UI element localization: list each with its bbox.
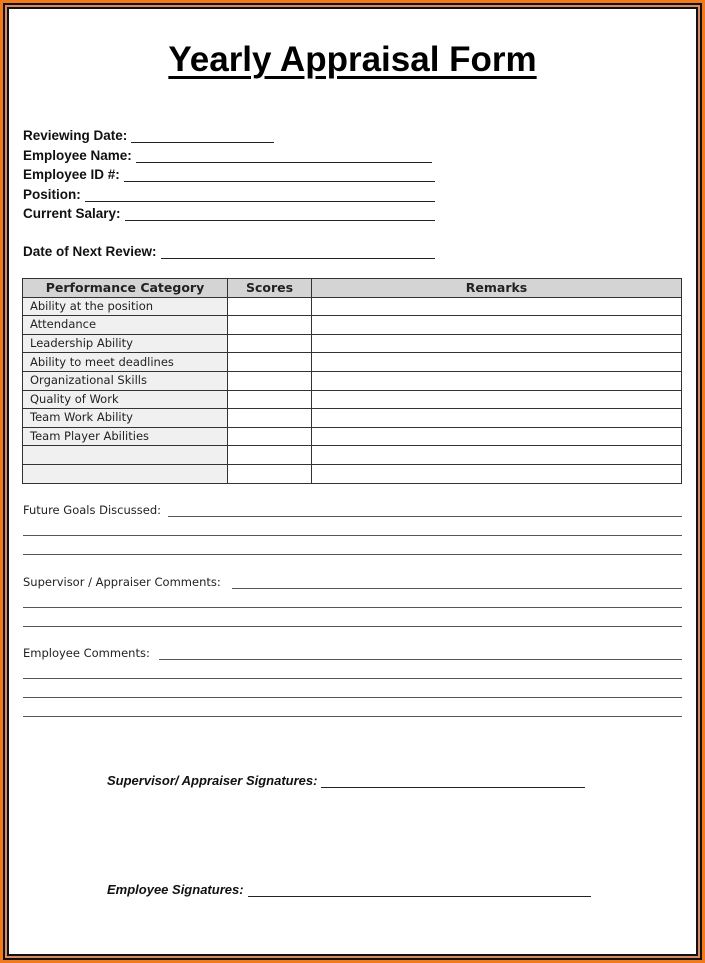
reviewing-date-label: Reviewing Date: [23, 128, 128, 143]
header-scores: Scores [228, 279, 312, 298]
score-cell[interactable] [228, 316, 312, 335]
score-cell[interactable] [228, 446, 312, 465]
position-field[interactable] [23, 185, 435, 202]
reviewing-date-field[interactable] [23, 126, 274, 143]
header-category: Performance Category [23, 279, 228, 298]
future-goals-label [23, 502, 161, 517]
supervisor-comments-text: Supervisor / Appraiser Comments: [23, 575, 221, 589]
employee-id-input[interactable] [124, 169, 435, 182]
category-cell: Team Player Abilities [23, 427, 228, 446]
employee-id-label: Employee ID #: [23, 167, 120, 182]
future-goals-input-line[interactable] [23, 535, 682, 536]
employee-comments-input-line[interactable] [159, 659, 682, 660]
employee-signature-label: Employee Signatures: [107, 882, 244, 897]
employee-comments-text: Employee Comments: [23, 646, 150, 660]
next-review-field[interactable] [23, 242, 435, 259]
score-cell[interactable] [228, 371, 312, 390]
table-row [23, 409, 682, 428]
remarks-cell[interactable] [312, 446, 682, 465]
remarks-cell[interactable] [312, 427, 682, 446]
position-label: Position: [23, 187, 81, 202]
header-remarks: Remarks [312, 279, 682, 298]
table-row [23, 446, 682, 465]
table-header-row [23, 279, 682, 298]
remarks-cell[interactable] [312, 316, 682, 335]
score-cell[interactable] [228, 390, 312, 409]
current-salary-input[interactable] [125, 208, 435, 221]
table-row [23, 353, 682, 372]
employee-name-label: Employee Name: [23, 148, 132, 163]
future-goals-input-line[interactable] [168, 516, 682, 517]
score-cell[interactable] [228, 334, 312, 353]
score-cell[interactable] [228, 464, 312, 483]
current-salary-label: Current Salary: [23, 206, 121, 221]
supervisor-signature-input[interactable] [321, 775, 585, 788]
future-goals-text: Future Goals Discussed: [23, 503, 161, 517]
supervisor-comments-label [23, 574, 221, 589]
category-cell: Attendance [23, 316, 228, 335]
category-cell [23, 464, 228, 483]
category-cell: Ability at the position [23, 297, 228, 316]
category-cell: Quality of Work [23, 390, 228, 409]
supervisor-comments-input-line[interactable] [23, 607, 682, 608]
supervisor-comments-input-line[interactable] [23, 626, 682, 627]
score-cell[interactable] [228, 297, 312, 316]
category-cell: Organizational Skills [23, 371, 228, 390]
category-cell: Ability to meet deadlines [23, 353, 228, 372]
remarks-cell[interactable] [312, 390, 682, 409]
employee-id-field[interactable] [23, 165, 435, 182]
remarks-cell[interactable] [312, 464, 682, 483]
supervisor-comments-input-line[interactable] [232, 588, 682, 589]
position-input[interactable] [85, 189, 435, 202]
score-cell[interactable] [228, 427, 312, 446]
remarks-cell[interactable] [312, 334, 682, 353]
table-row [23, 390, 682, 409]
table-row [23, 297, 682, 316]
table-row [23, 334, 682, 353]
employee-name-field[interactable] [23, 146, 432, 163]
table-row [23, 464, 682, 483]
employee-comments-input-line[interactable] [23, 678, 682, 679]
employee-comments-input-line[interactable] [23, 697, 682, 698]
score-cell[interactable] [228, 409, 312, 428]
employee-signature-input[interactable] [248, 884, 591, 897]
employee-signature-field[interactable] [107, 880, 591, 897]
remarks-cell[interactable] [312, 371, 682, 390]
form-title-text: Yearly Appraisal Form [168, 40, 537, 79]
employee-name-input[interactable] [136, 150, 432, 163]
current-salary-field[interactable] [23, 204, 435, 221]
performance-table [22, 278, 682, 484]
table-row [23, 371, 682, 390]
score-cell[interactable] [228, 353, 312, 372]
next-review-label: Date of Next Review: [23, 244, 157, 259]
category-cell: Leadership Ability [23, 334, 228, 353]
future-goals-input-line[interactable] [23, 554, 682, 555]
employee-comments-label [23, 645, 150, 660]
reviewing-date-input[interactable] [131, 130, 274, 143]
remarks-cell[interactable] [312, 353, 682, 372]
remarks-cell[interactable] [312, 409, 682, 428]
table-row [23, 427, 682, 446]
next-review-input[interactable] [161, 246, 435, 259]
table-row [23, 316, 682, 335]
remarks-cell[interactable] [312, 297, 682, 316]
employee-comments-input-line[interactable] [23, 716, 682, 717]
supervisor-signature-field[interactable] [107, 771, 585, 788]
category-cell [23, 446, 228, 465]
form-title [0, 40, 705, 80]
category-cell: Team Work Ability [23, 409, 228, 428]
supervisor-signature-label: Supervisor/ Appraiser Signatures: [107, 773, 318, 788]
